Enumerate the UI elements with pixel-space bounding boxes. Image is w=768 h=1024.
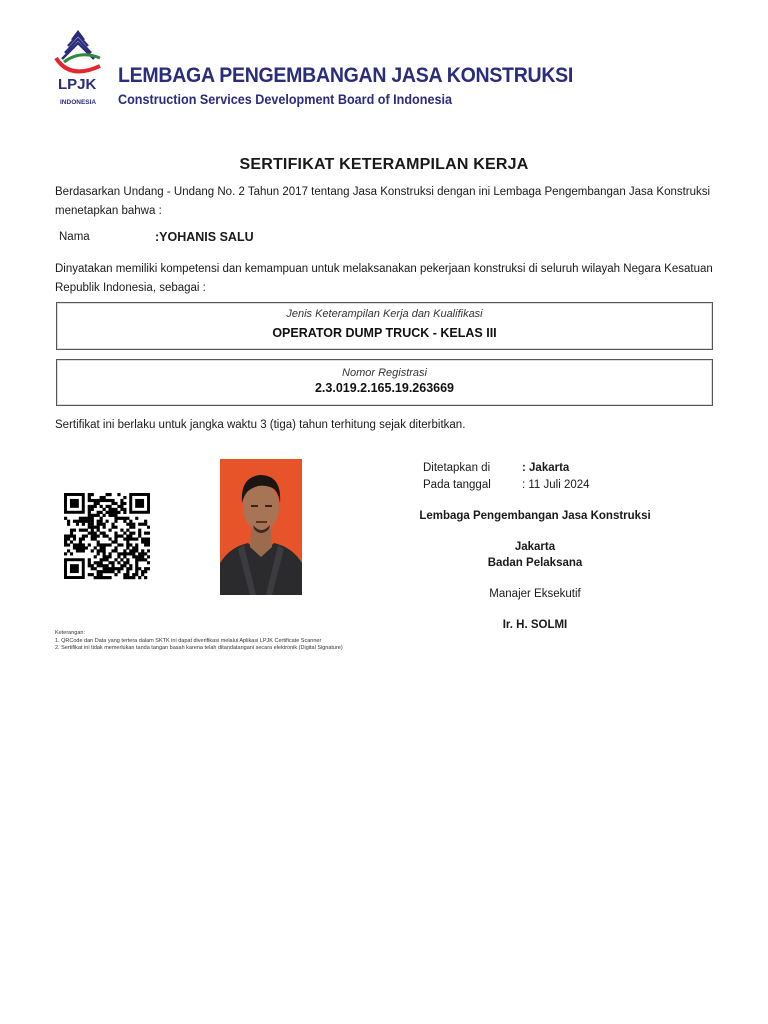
qr-code[interactable] bbox=[64, 479, 150, 593]
holder-photo bbox=[220, 459, 302, 595]
note-item: 1. QRCode dan Data yang tertera dalam SKTK ini dapat diverifikasi melalui Aplikasi LPJK Certificate Scanner bbox=[55, 637, 322, 644]
place-value: : Jakarta bbox=[522, 462, 570, 474]
signer-position: Manajer Eksekutif bbox=[489, 588, 581, 600]
name-value: :YOHANIS SALU bbox=[155, 230, 254, 244]
notes-heading: Keterangan: bbox=[55, 630, 85, 636]
org-name-en: Construction Services Development Board of Indonesia bbox=[118, 91, 452, 107]
date-label: Pada tanggal bbox=[423, 479, 491, 491]
skill-value: OPERATOR DUMP TRUCK - KELAS III bbox=[272, 326, 497, 340]
logo-text: LPJK bbox=[58, 76, 97, 93]
place-label: Ditetapkan di bbox=[423, 462, 491, 474]
notes bbox=[55, 630, 343, 653]
issuing-city: Jakarta bbox=[514, 541, 556, 553]
skill-box bbox=[56, 302, 713, 350]
name-label: Nama bbox=[59, 231, 90, 243]
issuing-institution: Lembaga Pengembangan Jasa Konstruksi bbox=[419, 510, 651, 522]
validity-text: Sertifikat ini berlaku untuk jangka waktu 3 (tiga) tahun terhitung sejak diterbitkan. bbox=[55, 419, 466, 431]
certificate-title: SERTIFIKAT KETERAMPILAN KERJA bbox=[239, 156, 529, 173]
registration-number: 2.3.019.2.165.19.263669 bbox=[314, 381, 455, 395]
logo-subtext: INDONESIA bbox=[60, 99, 97, 106]
lpjk-logo bbox=[50, 18, 106, 108]
note-item: 2. Sertifikat ini tidak memerlukan tanda tangan basah karena telah ditandatangani secara elektronik (Digital Signature) bbox=[55, 645, 343, 651]
skill-label: Jenis Keterampilan Kerja dan Kualifikasi bbox=[286, 308, 483, 320]
intro-text: Berdasarkan Undang - Undang No. 2 Tahun 2017 tentang Jasa Konstruksi dengan ini Lembaga Pengembangan Jasa Konstruksi menetapkan bahwa : bbox=[55, 186, 711, 217]
date-value: : 11 Juli 2024 bbox=[522, 479, 590, 491]
issuing-body: Badan Pelaksana bbox=[487, 557, 583, 569]
statement-text: Dinyatakan memiliki kompetensi dan kemampuan untuk melaksanakan pekerjaan konstruksi di seluruh wilayah Negara Kesatuan Republik Indonesia, sebagai : bbox=[55, 263, 713, 294]
org-name: LEMBAGA PENGEMBANGAN JASA KONSTRUKSI bbox=[118, 64, 574, 87]
registration-box bbox=[56, 359, 713, 406]
registration-label: Nomor Registrasi bbox=[342, 367, 427, 379]
signer-name: Ir. H. SOLMI bbox=[502, 619, 568, 631]
